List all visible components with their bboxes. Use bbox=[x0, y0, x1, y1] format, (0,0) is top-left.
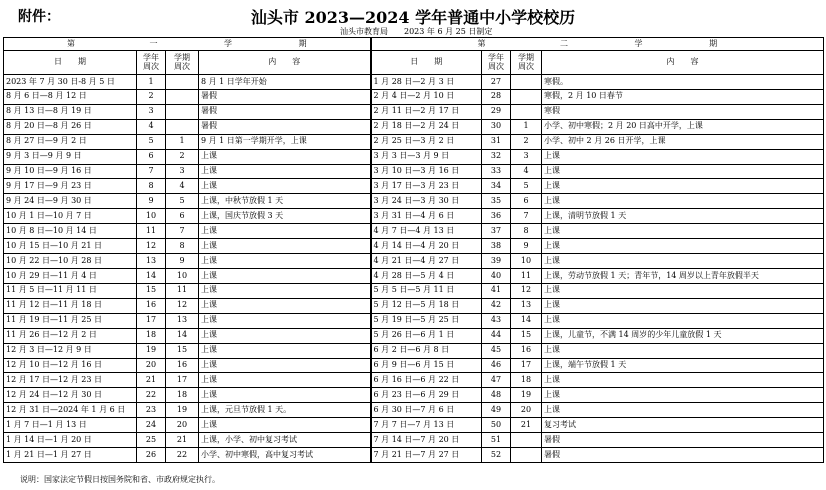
col-header-date: 日 期 bbox=[4, 51, 137, 75]
school-week-cell: 51 bbox=[482, 433, 511, 448]
date-cell: 11 月 19 日—11 月 25 日 bbox=[4, 313, 137, 328]
school-week-cell: 25 bbox=[137, 433, 166, 448]
content-cell: 上课，端午节放假 1 天 bbox=[542, 358, 824, 373]
term-week-cell: 3 bbox=[166, 164, 199, 179]
date-cell: 3 月 3 日—3 月 9 日 bbox=[371, 149, 482, 164]
date-cell: 5 月 26 日—6 月 1 日 bbox=[371, 328, 482, 343]
school-week-cell: 4 bbox=[137, 119, 166, 134]
content-cell: 上课 bbox=[199, 254, 371, 269]
date-cell: 5 月 12 日—5 月 18 日 bbox=[371, 298, 482, 313]
term-week-cell: 19 bbox=[511, 388, 542, 403]
table-row bbox=[4, 358, 824, 373]
date-cell: 1 月 28 日—2 月 3 日 bbox=[371, 75, 482, 90]
content-cell: 上课 bbox=[542, 239, 824, 254]
date-cell: 8 月 27 日—9 月 2 日 bbox=[4, 134, 137, 149]
date-cell: 5 月 19 日—5 月 25 日 bbox=[371, 313, 482, 328]
content-cell: 上课 bbox=[199, 298, 371, 313]
school-week-cell: 10 bbox=[137, 209, 166, 224]
content-cell: 上课 bbox=[542, 283, 824, 298]
content-cell: 上课 bbox=[199, 268, 371, 283]
content-cell: 上课 bbox=[542, 179, 824, 194]
date-cell: 12 月 3 日—12 月 9 日 bbox=[4, 343, 137, 358]
table-row bbox=[4, 194, 824, 209]
school-week-cell: 52 bbox=[482, 448, 511, 463]
date-cell: 4 月 21 日—4 月 27 日 bbox=[371, 254, 482, 269]
content-cell: 9 月 1 日第一学期开学，上课 bbox=[199, 134, 371, 149]
issuer: 汕头市教育局 bbox=[340, 27, 388, 36]
semester1-header-char: 第 bbox=[66, 38, 75, 48]
school-week-cell: 20 bbox=[137, 358, 166, 373]
table-row bbox=[4, 254, 824, 269]
col-header-date: 日 期 bbox=[371, 51, 482, 75]
date-cell: 11 月 26 日—12 月 2 日 bbox=[4, 328, 137, 343]
school-week-cell: 31 bbox=[482, 134, 511, 149]
content-cell: 上课 bbox=[199, 164, 371, 179]
term-week-cell bbox=[511, 448, 542, 463]
date-cell: 10 月 1 日—10 月 7 日 bbox=[4, 209, 137, 224]
term-week-cell: 3 bbox=[511, 149, 542, 164]
content-cell: 上课 bbox=[542, 388, 824, 403]
school-week-cell: 37 bbox=[482, 224, 511, 239]
term-week-cell bbox=[166, 119, 199, 134]
content-cell: 寒假。 bbox=[542, 75, 824, 90]
content-cell: 上课 bbox=[542, 343, 824, 358]
date-cell: 2 月 11 日—2 月 17 日 bbox=[371, 104, 482, 119]
content-cell: 上课，中秋节放假 1 天 bbox=[199, 194, 371, 209]
semester2-header-char: 二 bbox=[560, 38, 568, 48]
content-cell: 上课 bbox=[542, 254, 824, 269]
issuer-line bbox=[340, 26, 492, 37]
term-week-cell: 7 bbox=[511, 209, 542, 224]
school-week-cell: 12 bbox=[137, 239, 166, 254]
term-week-cell: 15 bbox=[166, 343, 199, 358]
date-cell: 7 月 14 日—7 月 20 日 bbox=[371, 433, 482, 448]
school-week-cell: 9 bbox=[137, 194, 166, 209]
content-cell: 上课 bbox=[542, 194, 824, 209]
content-cell: 上课 bbox=[199, 388, 371, 403]
content-cell: 上课 bbox=[199, 373, 371, 388]
date-cell: 7 月 21 日—7 月 27 日 bbox=[371, 448, 482, 463]
date-cell: 10 月 29 日—11 月 4 日 bbox=[4, 268, 137, 283]
date-cell: 2023 年 7 月 30 日-8 月 5 日 bbox=[4, 75, 137, 90]
school-week-cell: 43 bbox=[482, 313, 511, 328]
school-week-cell: 29 bbox=[482, 104, 511, 119]
table-row bbox=[4, 388, 824, 403]
table-row bbox=[4, 209, 824, 224]
term-week-cell bbox=[166, 75, 199, 90]
term-week-cell: 2 bbox=[166, 149, 199, 164]
term-week-cell: 9 bbox=[166, 254, 199, 269]
table-row bbox=[4, 418, 824, 433]
school-week-cell: 17 bbox=[137, 313, 166, 328]
content-cell: 上课，清明节放假 1 天 bbox=[542, 209, 824, 224]
calendar-body bbox=[4, 75, 824, 463]
content-cell: 小学、初中 2 月 26 日开学，上课 bbox=[542, 134, 824, 149]
date-cell: 1 月 7 日—1 月 13 日 bbox=[4, 418, 137, 433]
table-row bbox=[4, 134, 824, 149]
school-week-cell: 5 bbox=[137, 134, 166, 149]
term-week-cell: 18 bbox=[166, 388, 199, 403]
content-cell: 小学、初中寒假，高中复习考试 bbox=[199, 448, 371, 463]
content-cell: 上课 bbox=[199, 179, 371, 194]
table-row bbox=[4, 343, 824, 358]
table-row bbox=[4, 104, 824, 119]
term-week-cell: 4 bbox=[166, 179, 199, 194]
school-week-cell: 28 bbox=[482, 89, 511, 104]
term-week-cell: 10 bbox=[166, 268, 199, 283]
content-cell: 小学、初中寒假；2 月 20 日高中开学，上课 bbox=[542, 119, 824, 134]
page-title: 汕头市 2023—2024 学年普通中小学校校历 bbox=[250, 8, 576, 27]
school-week-cell: 48 bbox=[482, 388, 511, 403]
date-cell: 10 月 8 日—10 月 14 日 bbox=[4, 224, 137, 239]
table-row bbox=[4, 283, 824, 298]
issue-date: 2023 年 6 月 25 日制定 bbox=[404, 27, 493, 36]
school-week-cell: 32 bbox=[482, 149, 511, 164]
term-week-cell: 16 bbox=[166, 358, 199, 373]
term-week-cell: 2 bbox=[511, 134, 542, 149]
term-week-cell: 19 bbox=[166, 403, 199, 418]
date-cell: 12 月 24 日—12 月 30 日 bbox=[4, 388, 137, 403]
term-week-cell: 18 bbox=[511, 373, 542, 388]
content-cell: 上课 bbox=[542, 298, 824, 313]
date-cell: 3 月 10 日—3 月 16 日 bbox=[371, 164, 482, 179]
date-cell: 6 月 23 日—6 月 29 日 bbox=[371, 388, 482, 403]
term-week-cell: 5 bbox=[511, 179, 542, 194]
content-cell: 复习考试 bbox=[542, 418, 824, 433]
content-cell: 上课 bbox=[542, 164, 824, 179]
col-header-content: 内 容 bbox=[542, 51, 824, 75]
semester1-header-char: 一 bbox=[149, 38, 158, 48]
table-row bbox=[4, 328, 824, 343]
date-cell: 6 月 2 日—6 月 8 日 bbox=[371, 343, 482, 358]
content-cell: 上课，小学、初中复习考试 bbox=[199, 433, 371, 448]
school-week-cell: 6 bbox=[137, 149, 166, 164]
table-row bbox=[4, 75, 824, 90]
term-week-cell: 11 bbox=[511, 268, 542, 283]
school-week-cell: 42 bbox=[482, 298, 511, 313]
content-cell: 上课 bbox=[199, 313, 371, 328]
content-cell: 寒假 bbox=[542, 104, 824, 119]
date-cell: 2 月 25 日—3 月 2 日 bbox=[371, 134, 482, 149]
school-week-cell: 26 bbox=[137, 448, 166, 463]
date-cell: 10 月 15 日—10 月 21 日 bbox=[4, 239, 137, 254]
table-row bbox=[4, 179, 824, 194]
semester2-header-char: 期 bbox=[709, 38, 718, 48]
school-week-cell: 35 bbox=[482, 194, 511, 209]
term-week-cell: 15 bbox=[511, 328, 542, 343]
date-cell: 1 月 21 日—1 月 27 日 bbox=[4, 448, 137, 463]
date-cell: 9 月 24 日—9 月 30 日 bbox=[4, 194, 137, 209]
content-cell: 上课 bbox=[199, 239, 371, 254]
table-row bbox=[4, 403, 824, 418]
content-cell: 上课，元旦节放假 1 天。 bbox=[199, 403, 371, 418]
semester2-header-char: 第 bbox=[477, 38, 486, 48]
date-cell: 12 月 17 日—12 月 23 日 bbox=[4, 373, 137, 388]
term-week-cell: 17 bbox=[166, 373, 199, 388]
content-cell: 上课 bbox=[542, 224, 824, 239]
content-cell: 上课，国庆节放假 3 天 bbox=[199, 209, 371, 224]
school-week-cell: 27 bbox=[482, 75, 511, 90]
content-cell: 上课，儿童节，不满 14 周岁的少年儿童放假 1 天 bbox=[542, 328, 824, 343]
school-week-cell: 1 bbox=[137, 75, 166, 90]
table-row bbox=[4, 373, 824, 388]
school-week-cell: 13 bbox=[137, 254, 166, 269]
date-cell: 6 月 16 日—6 月 22 日 bbox=[371, 373, 482, 388]
table-row bbox=[4, 268, 824, 283]
term-week-cell: 8 bbox=[166, 239, 199, 254]
content-cell: 上课 bbox=[199, 343, 371, 358]
date-cell: 9 月 3 日—9 月 9 日 bbox=[4, 149, 137, 164]
term-week-cell bbox=[166, 104, 199, 119]
date-cell: 2 月 18 日—2 月 24 日 bbox=[371, 119, 482, 134]
term-week-cell: 21 bbox=[166, 433, 199, 448]
content-cell: 上课，劳动节放假 1 天；青年节，14 周岁以上青年放假半天 bbox=[542, 268, 824, 283]
date-cell: 12 月 10 日—12 月 16 日 bbox=[4, 358, 137, 373]
content-cell: 暑假 bbox=[199, 119, 371, 134]
school-week-cell: 44 bbox=[482, 328, 511, 343]
col-header-term-week: 学期 周次 bbox=[511, 51, 542, 75]
table-row bbox=[4, 224, 824, 239]
school-week-cell: 41 bbox=[482, 283, 511, 298]
school-week-cell: 40 bbox=[482, 268, 511, 283]
school-week-cell: 14 bbox=[137, 268, 166, 283]
date-cell: 7 月 7 日—7 月 13 日 bbox=[371, 418, 482, 433]
term-week-cell: 12 bbox=[166, 298, 199, 313]
school-week-cell: 33 bbox=[482, 164, 511, 179]
content-cell: 上课 bbox=[542, 403, 824, 418]
term-week-cell: 21 bbox=[511, 418, 542, 433]
table-row bbox=[4, 149, 824, 164]
date-cell: 8 月 13 日—8 月 19 日 bbox=[4, 104, 137, 119]
column-header-row bbox=[4, 51, 824, 75]
school-week-cell: 2 bbox=[137, 89, 166, 104]
table-row bbox=[4, 298, 824, 313]
term-week-cell: 6 bbox=[166, 209, 199, 224]
school-week-cell: 15 bbox=[137, 283, 166, 298]
school-calendar-table bbox=[3, 37, 824, 463]
content-cell: 上课 bbox=[199, 149, 371, 164]
date-cell: 4 月 14 日—4 月 20 日 bbox=[371, 239, 482, 254]
term-week-cell bbox=[511, 433, 542, 448]
date-cell: 11 月 12 日—11 月 18 日 bbox=[4, 298, 137, 313]
school-week-cell: 18 bbox=[137, 328, 166, 343]
school-week-cell: 21 bbox=[137, 373, 166, 388]
col-header-term-week: 学期 周次 bbox=[166, 51, 199, 75]
date-cell: 8 月 20 日—8 月 26 日 bbox=[4, 119, 137, 134]
term-week-cell: 1 bbox=[511, 119, 542, 134]
term-week-cell: 14 bbox=[511, 313, 542, 328]
date-cell: 9 月 17 日—9 月 23 日 bbox=[4, 179, 137, 194]
school-week-cell: 45 bbox=[482, 343, 511, 358]
date-cell: 3 月 24 日—3 月 30 日 bbox=[371, 194, 482, 209]
date-cell: 6 月 30 日—7 月 6 日 bbox=[371, 403, 482, 418]
school-week-cell: 24 bbox=[137, 418, 166, 433]
date-cell: 11 月 5 日—11 月 11 日 bbox=[4, 283, 137, 298]
date-cell: 3 月 31 日—4 月 6 日 bbox=[371, 209, 482, 224]
col-header-school-week: 学年 周次 bbox=[482, 51, 511, 75]
date-cell: 12 月 31 日—2024 年 1 月 6 日 bbox=[4, 403, 137, 418]
date-cell: 9 月 10 日—9 月 16 日 bbox=[4, 164, 137, 179]
term-week-cell: 10 bbox=[511, 254, 542, 269]
school-week-cell: 7 bbox=[137, 164, 166, 179]
table-row bbox=[4, 89, 824, 104]
term-week-cell: 8 bbox=[511, 224, 542, 239]
date-cell: 4 月 28 日—5 月 4 日 bbox=[371, 268, 482, 283]
school-week-cell: 47 bbox=[482, 373, 511, 388]
content-cell: 暑假 bbox=[542, 448, 824, 463]
content-cell: 上课 bbox=[199, 328, 371, 343]
date-cell: 6 月 9 日—6 月 15 日 bbox=[371, 358, 482, 373]
date-cell: 2 月 4 日—2 月 10 日 bbox=[371, 89, 482, 104]
term-week-cell: 9 bbox=[511, 239, 542, 254]
table-row bbox=[4, 448, 824, 463]
term-week-cell: 17 bbox=[511, 358, 542, 373]
term-week-cell: 14 bbox=[166, 328, 199, 343]
term-week-cell: 6 bbox=[511, 194, 542, 209]
school-week-cell: 19 bbox=[137, 343, 166, 358]
table-row bbox=[4, 239, 824, 254]
term-week-cell bbox=[511, 89, 542, 104]
content-cell: 上课 bbox=[199, 358, 371, 373]
content-cell: 上课 bbox=[542, 373, 824, 388]
term-week-cell: 11 bbox=[166, 283, 199, 298]
semester1-header-char: 学 bbox=[224, 38, 233, 48]
term-week-cell: 5 bbox=[166, 194, 199, 209]
table-row bbox=[4, 164, 824, 179]
date-cell: 3 月 17 日—3 月 23 日 bbox=[371, 179, 482, 194]
school-week-cell: 34 bbox=[482, 179, 511, 194]
content-cell: 暑假 bbox=[542, 433, 824, 448]
table-row bbox=[4, 433, 824, 448]
school-week-cell: 22 bbox=[137, 388, 166, 403]
school-week-cell: 23 bbox=[137, 403, 166, 418]
school-week-cell: 30 bbox=[482, 119, 511, 134]
term-week-cell: 16 bbox=[511, 343, 542, 358]
date-cell: 1 月 14 日—1 月 20 日 bbox=[4, 433, 137, 448]
semester1-header bbox=[4, 38, 371, 51]
content-cell: 上课 bbox=[542, 149, 824, 164]
school-week-cell: 16 bbox=[137, 298, 166, 313]
date-cell: 10 月 22 日—10 月 28 日 bbox=[4, 254, 137, 269]
table-row bbox=[4, 313, 824, 328]
attachment-label: 附件： bbox=[18, 9, 60, 25]
semester2-header bbox=[371, 38, 824, 51]
term-week-cell: 1 bbox=[166, 134, 199, 149]
term-week-cell bbox=[166, 89, 199, 104]
footnote: 说明：国家法定节假日按国务院和省、市政府规定执行。 bbox=[20, 475, 220, 484]
semester-header-row bbox=[4, 38, 824, 51]
school-week-cell: 3 bbox=[137, 104, 166, 119]
school-week-cell: 49 bbox=[482, 403, 511, 418]
content-cell: 上课 bbox=[199, 283, 371, 298]
content-cell: 8 月 1 日学年开始 bbox=[199, 75, 371, 90]
term-week-cell: 20 bbox=[166, 418, 199, 433]
date-cell: 4 月 7 日—4 月 13 日 bbox=[371, 224, 482, 239]
term-week-cell bbox=[511, 75, 542, 90]
content-cell: 暑假 bbox=[199, 89, 371, 104]
table-row bbox=[4, 119, 824, 134]
school-week-cell: 36 bbox=[482, 209, 511, 224]
school-week-cell: 46 bbox=[482, 358, 511, 373]
content-cell: 寒假，2 月 10 日春节 bbox=[542, 89, 824, 104]
content-cell: 上课 bbox=[542, 313, 824, 328]
term-week-cell: 4 bbox=[511, 164, 542, 179]
semester2-header-char: 学 bbox=[634, 38, 643, 48]
term-week-cell: 13 bbox=[511, 298, 542, 313]
col-header-content: 内 容 bbox=[199, 51, 371, 75]
school-week-cell: 8 bbox=[137, 179, 166, 194]
school-week-cell: 39 bbox=[482, 254, 511, 269]
content-cell: 上课 bbox=[199, 224, 371, 239]
school-week-cell: 50 bbox=[482, 418, 511, 433]
school-week-cell: 38 bbox=[482, 239, 511, 254]
semester1-header-char: 期 bbox=[298, 38, 307, 48]
col-header-school-week: 学年 周次 bbox=[137, 51, 166, 75]
term-week-cell: 7 bbox=[166, 224, 199, 239]
content-cell: 上课 bbox=[199, 418, 371, 433]
school-week-cell: 11 bbox=[137, 224, 166, 239]
date-cell: 8 月 6 日—8 月 12 日 bbox=[4, 89, 137, 104]
term-week-cell: 12 bbox=[511, 283, 542, 298]
term-week-cell: 20 bbox=[511, 403, 542, 418]
date-cell: 5 月 5 日—5 月 11 日 bbox=[371, 283, 482, 298]
content-cell: 暑假 bbox=[199, 104, 371, 119]
term-week-cell: 13 bbox=[166, 313, 199, 328]
term-week-cell bbox=[511, 104, 542, 119]
term-week-cell: 22 bbox=[166, 448, 199, 463]
